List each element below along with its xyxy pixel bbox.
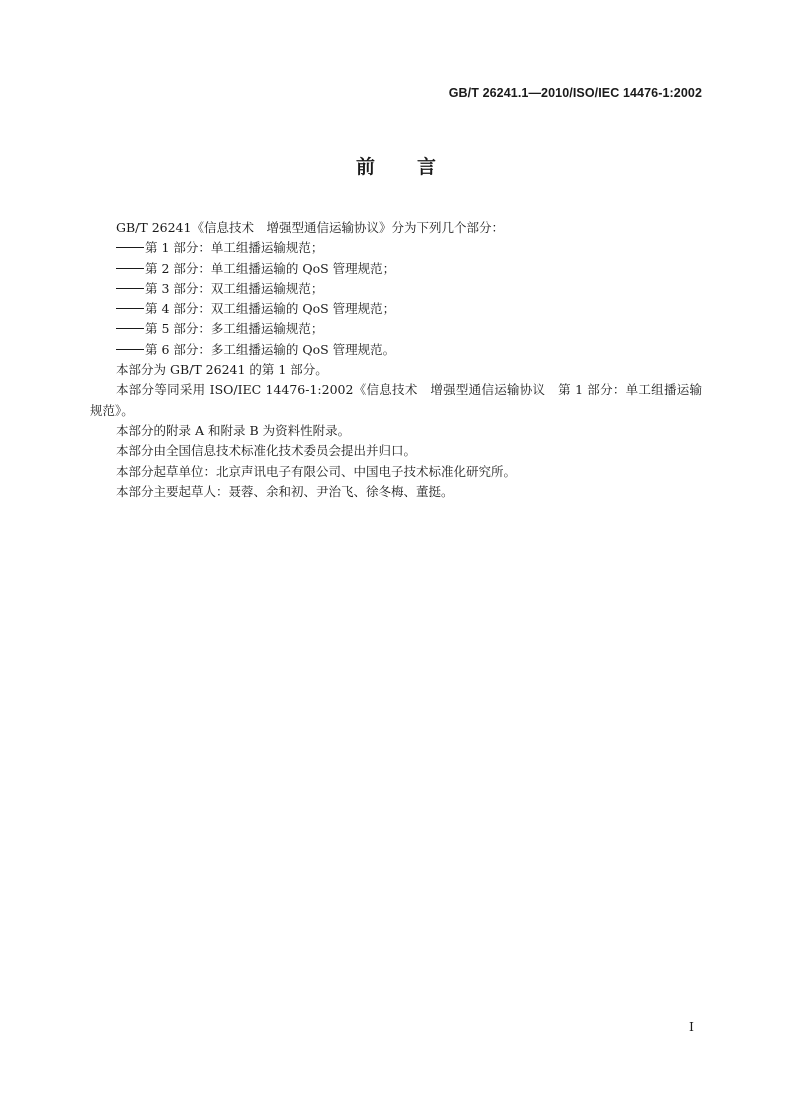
- paragraph-adoption: 本部分等同采用 ISO/IEC 14476-1:2002《信息技术 增强型通信运输协议 第 1 部分：单工组播运输规范》。: [90, 382, 702, 418]
- em-dash: [116, 268, 144, 269]
- standard-code: GB/T 26241.1—2010/ISO/IEC 14476-1:2002: [448, 86, 702, 100]
- part-list-item: 第 6 部分：多工组播运输的 QoS 管理规范。: [90, 340, 702, 360]
- part-list-item: 第 4 部分：双工组播运输的 QoS 管理规范；: [90, 299, 702, 319]
- part-list-item: 第 3 部分：双工组播运输规范；: [90, 279, 702, 299]
- title-char-1: 前: [355, 156, 375, 178]
- part-list-item: 第 1 部分：单工组播运输规范；: [90, 238, 702, 258]
- intro-paragraph: GB/T 26241《信息技术 增强型通信运输协议》分为下列几个部分：: [116, 220, 504, 235]
- em-dash: [116, 349, 144, 350]
- part-list-item: 第 5 部分：多工组播运输规范；: [90, 319, 702, 339]
- page-title: [0, 152, 792, 179]
- title-char-2: 言: [417, 156, 437, 178]
- foreword-body: [90, 218, 702, 502]
- paragraph-proposer: 本部分由全国信息技术标准化技术委员会提出并归口。: [116, 443, 417, 459]
- paragraph-part-number: 本部分为 GB/T 26241 的第 1 部分。: [116, 362, 328, 378]
- paragraph-drafters: 本部分主要起草人：聂蓉、余和初、尹治飞、徐冬梅、董挺。: [116, 483, 454, 499]
- page-number: I: [689, 1019, 694, 1034]
- em-dash: [116, 247, 144, 248]
- part-list-item: 第 2 部分：单工组播运输的 QoS 管理规范；: [90, 259, 702, 279]
- paragraph-drafting-units: 本部分起草单位：北京声讯电子有限公司、中国电子技术标准化研究所。: [116, 463, 517, 479]
- em-dash: [116, 288, 144, 289]
- em-dash: [116, 308, 144, 309]
- em-dash: [116, 328, 144, 329]
- paragraph-annexes: 本部分的附录 A 和附录 B 为资料性附录。: [116, 422, 351, 438]
